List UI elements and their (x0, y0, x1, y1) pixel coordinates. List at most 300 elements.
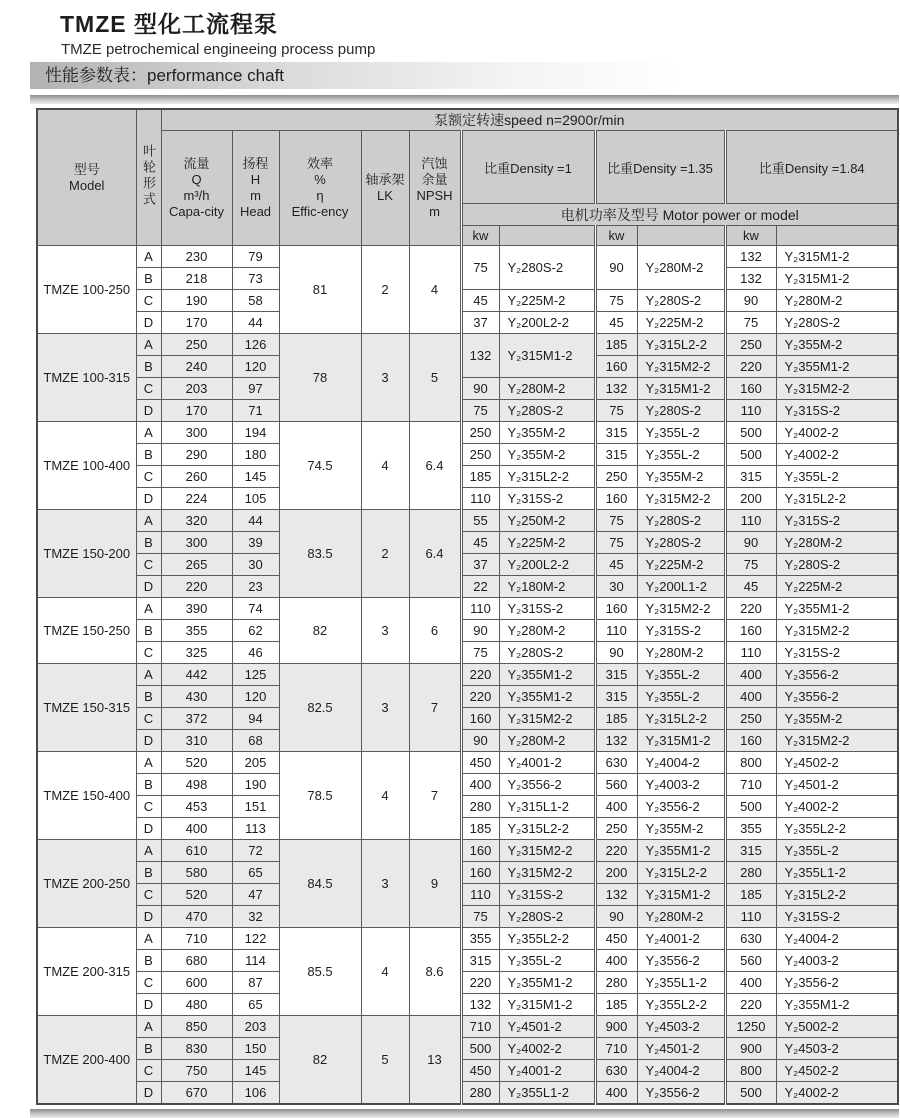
head-cell: 113 (232, 818, 279, 840)
table-row (37, 774, 898, 796)
motor-kw-cell: 500 (725, 444, 776, 466)
capacity-cell: 310 (161, 730, 232, 752)
page-title: TMZE 型化工流程泵 (60, 11, 278, 37)
impeller-letter-cell: B (136, 532, 161, 554)
motor-model-cell: Y₂315L2-2 (499, 466, 595, 488)
bearing-cell: 3 (361, 598, 409, 664)
impeller-letter-cell: C (136, 1060, 161, 1082)
model-cell: TMZE 200-250 (37, 840, 136, 928)
capacity-cell: 670 (161, 1082, 232, 1105)
head-cell: 120 (232, 686, 279, 708)
head-cell: 47 (232, 884, 279, 906)
model-cell: TMZE 100-400 (37, 422, 136, 510)
impeller-letter-cell: D (136, 1082, 161, 1105)
head-cell: 126 (232, 334, 279, 356)
motor-kw-cell: 315 (595, 422, 637, 444)
catalog-page (0, 6, 900, 1118)
motor-kw-cell: 630 (595, 752, 637, 774)
motor-kw-cell: 185 (595, 334, 637, 356)
performance-table (36, 108, 899, 1105)
impeller-letter-cell: B (136, 774, 161, 796)
capacity-cell: 470 (161, 906, 232, 928)
capacity-cell: 480 (161, 994, 232, 1016)
bearing-cell: 4 (361, 928, 409, 1016)
motor-model-cell: Y₂4004-2 (776, 928, 898, 950)
motor-model-cell: Y₂315S-2 (776, 400, 898, 422)
motor-kw-cell: 400 (725, 664, 776, 686)
capacity-cell: 240 (161, 356, 232, 378)
motor-model-cell: Y₂315M1-2 (637, 378, 725, 400)
motor-model-cell: Y₂355L-2 (637, 686, 725, 708)
capacity-cell: 830 (161, 1038, 232, 1060)
motor-model-cell: Y₂280M-2 (776, 290, 898, 312)
motor-model-cell: Y₂225M-2 (499, 290, 595, 312)
table-row (37, 312, 898, 334)
table-body (37, 246, 898, 1105)
motor-model-cell: Y₂225M-2 (637, 554, 725, 576)
motor-kw-cell: 560 (595, 774, 637, 796)
motor-kw-cell: 37 (461, 312, 499, 334)
table-row (37, 598, 898, 620)
motor-model-cell: Y₂315L2-2 (637, 708, 725, 730)
motor-model-cell: Y₂315M2-2 (776, 620, 898, 642)
motor-model-header-2 (637, 226, 725, 246)
table-row (37, 400, 898, 422)
motor-model-header-1 (499, 226, 595, 246)
head-cell: 44 (232, 312, 279, 334)
motor-kw-cell: 630 (725, 928, 776, 950)
motor-kw-cell: 110 (461, 884, 499, 906)
motor-kw-cell: 132 (595, 378, 637, 400)
motor-model-cell: Y₂355L1-2 (499, 1082, 595, 1105)
motor-model-cell: Y₂355M1-2 (499, 664, 595, 686)
head-cell: 72 (232, 840, 279, 862)
capacity-cell: 290 (161, 444, 232, 466)
motor-kw-cell: 132 (461, 994, 499, 1016)
table-row (37, 994, 898, 1016)
model-cell: TMZE 200-315 (37, 928, 136, 1016)
motor-kw-cell: 75 (725, 312, 776, 334)
capacity-cell: 203 (161, 378, 232, 400)
motor-model-cell: Y₂315S-2 (499, 488, 595, 510)
table-row (37, 1016, 898, 1038)
motor-kw-cell: 90 (461, 730, 499, 752)
motor-model-cell: Y₂355L-2 (637, 664, 725, 686)
head-cell: 106 (232, 1082, 279, 1105)
table-row (37, 950, 898, 972)
motor-kw-cell: 315 (595, 444, 637, 466)
model-cell: TMZE 150-315 (37, 664, 136, 752)
motor-kw-cell: 220 (461, 972, 499, 994)
capacity-cell: 300 (161, 422, 232, 444)
impeller-letter-cell: C (136, 378, 161, 400)
motor-model-cell: Y₂3556-2 (637, 796, 725, 818)
impeller-letter-cell: D (136, 906, 161, 928)
motor-kw-cell: 55 (461, 510, 499, 532)
impeller-letter-cell: D (136, 488, 161, 510)
table-row (37, 796, 898, 818)
motor-kw-cell: 75 (461, 400, 499, 422)
motor-model-cell: Y₂3556-2 (499, 774, 595, 796)
motor-model-cell: Y₂315M1-2 (776, 268, 898, 290)
motor-kw-cell: 75 (595, 532, 637, 554)
head-cell: 145 (232, 466, 279, 488)
capacity-cell: 610 (161, 840, 232, 862)
table-row (37, 1082, 898, 1105)
motor-model-cell: Y₂4002-2 (776, 444, 898, 466)
capacity-cell: 325 (161, 642, 232, 664)
motor-kw-cell: 185 (595, 708, 637, 730)
col-header-efficiency: 效率 % η Effic-ency (279, 131, 361, 246)
motor-kw-cell: 132 (595, 884, 637, 906)
motor-model-cell: Y₂355L1-2 (776, 862, 898, 884)
motor-model-cell: Y₂4001-2 (499, 752, 595, 774)
capacity-cell: 390 (161, 598, 232, 620)
motor-kw-cell: 90 (595, 246, 637, 290)
head-cell: 39 (232, 532, 279, 554)
motor-kw-cell: 110 (725, 642, 776, 664)
motor-model-cell: Y₂3556-2 (776, 972, 898, 994)
density-1-header: 比重Density =1 (461, 131, 595, 204)
motor-kw-cell: 560 (725, 950, 776, 972)
motor-kw-cell: 900 (595, 1016, 637, 1038)
capacity-cell: 265 (161, 554, 232, 576)
impeller-letter-cell: D (136, 312, 161, 334)
head-cell: 145 (232, 1060, 279, 1082)
model-cell: TMZE 200-400 (37, 1016, 136, 1105)
capacity-cell: 190 (161, 290, 232, 312)
impeller-letter-cell: B (136, 444, 161, 466)
impeller-letter-cell: C (136, 642, 161, 664)
motor-model-cell: Y₂315M1-2 (637, 884, 725, 906)
capacity-cell: 680 (161, 950, 232, 972)
motor-kw-cell: 315 (461, 950, 499, 972)
efficiency-cell: 83.5 (279, 510, 361, 598)
col-header-model: 型号 Model (37, 109, 136, 246)
motor-model-cell: Y₂280M-2 (499, 378, 595, 400)
motor-model-cell: Y₂315L2-2 (637, 334, 725, 356)
motor-model-cell: Y₂355M-2 (776, 334, 898, 356)
npsh-cell: 9 (409, 840, 461, 928)
motor-model-cell: Y₂355L-2 (637, 444, 725, 466)
motor-model-cell: Y₂315L2-2 (776, 488, 898, 510)
motor-model-cell: Y₂225M-2 (499, 532, 595, 554)
capacity-cell: 580 (161, 862, 232, 884)
table-row (37, 862, 898, 884)
motor-kw-cell: 220 (725, 994, 776, 1016)
efficiency-cell: 82 (279, 1016, 361, 1105)
capacity-cell: 400 (161, 818, 232, 840)
motor-model-cell: Y₂4002-2 (776, 796, 898, 818)
impeller-letter-cell: A (136, 422, 161, 444)
motor-model-cell: Y₂280S-2 (499, 906, 595, 928)
motor-kw-cell: 315 (595, 664, 637, 686)
impeller-letter-cell: C (136, 796, 161, 818)
motor-model-cell: Y₂4501-2 (499, 1016, 595, 1038)
motor-kw-cell: 132 (461, 334, 499, 378)
motor-kw-cell: 315 (595, 686, 637, 708)
table-row (37, 466, 898, 488)
head-cell: 114 (232, 950, 279, 972)
motor-model-cell: Y₂355L-2 (637, 422, 725, 444)
motor-model-cell: Y₂280S-2 (499, 642, 595, 664)
capacity-cell: 430 (161, 686, 232, 708)
motor-kw-cell: 220 (461, 686, 499, 708)
bearing-cell: 2 (361, 246, 409, 334)
table-row (37, 620, 898, 642)
table-row (37, 664, 898, 686)
efficiency-cell: 78.5 (279, 752, 361, 840)
motor-kw-cell: 45 (461, 532, 499, 554)
speed-header: 泵额定转速speed n=2900r/min (161, 109, 898, 131)
head-cell: 151 (232, 796, 279, 818)
motor-model-cell: Y₂315M1-2 (637, 730, 725, 752)
bearing-cell: 3 (361, 664, 409, 752)
motor-kw-cell: 710 (461, 1016, 499, 1038)
capacity-cell: 498 (161, 774, 232, 796)
motor-model-cell: Y₂315M2-2 (637, 598, 725, 620)
motor-model-cell: Y₂4004-2 (637, 752, 725, 774)
head-cell: 44 (232, 510, 279, 532)
motor-kw-cell: 160 (725, 730, 776, 752)
motor-kw-cell: 500 (725, 1082, 776, 1105)
motor-kw-cell: 75 (725, 554, 776, 576)
capacity-cell: 230 (161, 246, 232, 268)
impeller-letter-cell: D (136, 994, 161, 1016)
efficiency-cell: 82 (279, 598, 361, 664)
motor-kw-cell: 400 (595, 1082, 637, 1105)
motor-model-cell: Y₂200L1-2 (637, 576, 725, 598)
motor-kw-cell: 160 (725, 620, 776, 642)
motor-model-cell: Y₂280S-2 (637, 290, 725, 312)
table-row (37, 840, 898, 862)
head-cell: 94 (232, 708, 279, 730)
table-row (37, 708, 898, 730)
motor-kw-cell: 160 (595, 488, 637, 510)
table-row (37, 884, 898, 906)
impeller-letter-cell: A (136, 664, 161, 686)
head-cell: 194 (232, 422, 279, 444)
table-row (37, 422, 898, 444)
head-cell: 120 (232, 356, 279, 378)
npsh-cell: 6.4 (409, 510, 461, 598)
head-cell: 32 (232, 906, 279, 928)
motor-kw-cell: 185 (461, 466, 499, 488)
motor-kw-cell: 90 (461, 378, 499, 400)
motor-kw-cell: 110 (461, 598, 499, 620)
head-cell: 97 (232, 378, 279, 400)
motor-kw-cell: 160 (725, 378, 776, 400)
table-row (37, 906, 898, 928)
capacity-cell: 372 (161, 708, 232, 730)
divider-strip-top (30, 95, 899, 104)
table-row (37, 576, 898, 598)
model-cell: TMZE 150-200 (37, 510, 136, 598)
motor-kw-cell: 90 (725, 290, 776, 312)
model-cell: TMZE 100-315 (37, 334, 136, 422)
section-banner: 性能参数表：performance chaft (30, 62, 898, 89)
head-cell: 205 (232, 752, 279, 774)
npsh-cell: 5 (409, 334, 461, 422)
motor-kw-cell: 220 (461, 664, 499, 686)
motor-kw-cell: 75 (595, 290, 637, 312)
bearing-cell: 4 (361, 752, 409, 840)
motor-model-cell: Y₂4001-2 (637, 928, 725, 950)
impeller-letter-cell: C (136, 972, 161, 994)
motor-model-cell: Y₂280S-2 (776, 554, 898, 576)
motor-model-cell: Y₂315M2-2 (499, 708, 595, 730)
motor-model-cell: Y₂3556-2 (776, 686, 898, 708)
motor-model-cell: Y₂3556-2 (637, 950, 725, 972)
efficiency-cell: 74.5 (279, 422, 361, 510)
head-cell: 150 (232, 1038, 279, 1060)
efficiency-cell: 84.5 (279, 840, 361, 928)
motor-kw-cell: 400 (725, 686, 776, 708)
motor-kw-cell: 250 (595, 466, 637, 488)
head-cell: 62 (232, 620, 279, 642)
impeller-letter-cell: A (136, 928, 161, 950)
impeller-letter-cell: C (136, 554, 161, 576)
motor-model-cell: Y₂4004-2 (637, 1060, 725, 1082)
motor-model-cell: Y₂180M-2 (499, 576, 595, 598)
motor-kw-cell: 75 (595, 510, 637, 532)
npsh-cell: 13 (409, 1016, 461, 1105)
motor-model-cell: Y₂315L2-2 (637, 862, 725, 884)
motor-model-cell: Y₂280M-2 (637, 906, 725, 928)
bearing-cell: 3 (361, 334, 409, 422)
motor-model-cell: Y₂4003-2 (776, 950, 898, 972)
motor-model-cell: Y₂200L2-2 (499, 554, 595, 576)
motor-kw-cell: 160 (595, 598, 637, 620)
motor-kw-cell: 160 (461, 708, 499, 730)
motor-kw-cell: 400 (595, 796, 637, 818)
head-cell: 190 (232, 774, 279, 796)
table-row (37, 752, 898, 774)
motor-kw-cell: 500 (725, 422, 776, 444)
table-row (37, 730, 898, 752)
table-row (37, 334, 898, 356)
kw-header-1: kw (461, 226, 499, 246)
head-cell: 30 (232, 554, 279, 576)
motor-kw-cell: 280 (725, 862, 776, 884)
motor-model-cell: Y₂280S-2 (637, 510, 725, 532)
col-header-head: 扬程 H m Head (232, 131, 279, 246)
head-cell: 65 (232, 994, 279, 1016)
head-cell: 65 (232, 862, 279, 884)
motor-kw-cell: 90 (461, 620, 499, 642)
head-cell: 73 (232, 268, 279, 290)
efficiency-cell: 85.5 (279, 928, 361, 1016)
motor-kw-cell: 160 (595, 356, 637, 378)
impeller-letter-cell: A (136, 840, 161, 862)
capacity-cell: 520 (161, 884, 232, 906)
motor-model-cell: Y₂315M1-2 (776, 246, 898, 268)
motor-model-cell: Y₂355M1-2 (776, 356, 898, 378)
capacity-cell: 520 (161, 752, 232, 774)
capacity-cell: 355 (161, 620, 232, 642)
table-row (37, 686, 898, 708)
capacity-cell: 170 (161, 312, 232, 334)
motor-kw-cell: 710 (725, 774, 776, 796)
motor-model-cell: Y₂315M2-2 (637, 356, 725, 378)
head-cell: 87 (232, 972, 279, 994)
motor-model-cell: Y₂3556-2 (776, 664, 898, 686)
npsh-cell: 7 (409, 664, 461, 752)
motor-kw-cell: 110 (725, 906, 776, 928)
motor-model-cell: Y₂315S-2 (776, 906, 898, 928)
motor-model-cell: Y₂315L2-2 (776, 884, 898, 906)
motor-kw-cell: 185 (725, 884, 776, 906)
motor-kw-cell: 110 (461, 488, 499, 510)
impeller-letter-cell: D (136, 400, 161, 422)
capacity-cell: 750 (161, 1060, 232, 1082)
col-header-capacity: 流量 Q m³/h Capa-city (161, 131, 232, 246)
impeller-letter-cell: A (136, 510, 161, 532)
table-row (37, 532, 898, 554)
motor-power-header: 电机功率及型号 Motor power or model (461, 204, 898, 226)
table-header (37, 109, 898, 246)
motor-kw-cell: 900 (725, 1038, 776, 1060)
motor-kw-cell: 400 (725, 972, 776, 994)
motor-model-cell: Y₂355L1-2 (637, 972, 725, 994)
motor-model-cell: Y₂225M-2 (637, 312, 725, 334)
capacity-cell: 250 (161, 334, 232, 356)
motor-model-cell: Y₂315M1-2 (499, 994, 595, 1016)
motor-kw-cell: 110 (595, 620, 637, 642)
motor-model-cell: Y₂355M1-2 (637, 840, 725, 862)
capacity-cell: 224 (161, 488, 232, 510)
motor-model-cell: Y₂280S-2 (776, 312, 898, 334)
motor-model-cell: Y₂355M1-2 (776, 598, 898, 620)
motor-kw-cell: 250 (461, 444, 499, 466)
motor-kw-cell: 160 (461, 840, 499, 862)
motor-model-cell: Y₂315M2-2 (776, 378, 898, 400)
motor-model-cell: Y₂355M1-2 (499, 686, 595, 708)
motor-model-cell: Y₂280S-2 (499, 246, 595, 290)
capacity-cell: 170 (161, 400, 232, 422)
motor-model-cell: Y₂315M2-2 (499, 840, 595, 862)
motor-model-cell: Y₂355M-2 (637, 818, 725, 840)
impeller-letter-cell: C (136, 290, 161, 312)
motor-model-cell: Y₂4501-2 (637, 1038, 725, 1060)
motor-model-cell: Y₂225M-2 (776, 576, 898, 598)
motor-model-cell: Y₂4502-2 (776, 1060, 898, 1082)
motor-model-cell: Y₂280M-2 (499, 620, 595, 642)
motor-kw-cell: 280 (461, 796, 499, 818)
density-1-84-header: 比重Density =1.84 (725, 131, 898, 204)
motor-model-cell: Y₂355M-2 (499, 444, 595, 466)
motor-kw-cell: 250 (725, 334, 776, 356)
motor-kw-cell: 75 (461, 642, 499, 664)
motor-kw-cell: 110 (725, 400, 776, 422)
impeller-letter-cell: A (136, 1016, 161, 1038)
impeller-letter-cell: D (136, 730, 161, 752)
motor-kw-cell: 1250 (725, 1016, 776, 1038)
kw-header-2: kw (595, 226, 637, 246)
motor-model-cell: Y₂355L-2 (776, 840, 898, 862)
motor-kw-cell: 355 (461, 928, 499, 950)
capacity-cell: 442 (161, 664, 232, 686)
table-row (37, 510, 898, 532)
motor-model-cell: Y₂3556-2 (637, 1082, 725, 1105)
motor-kw-cell: 90 (725, 532, 776, 554)
npsh-cell: 7 (409, 752, 461, 840)
motor-kw-cell: 75 (461, 246, 499, 290)
motor-kw-cell: 185 (461, 818, 499, 840)
col-header-impeller-type: 叶轮形式 (136, 109, 161, 246)
impeller-letter-cell: B (136, 862, 161, 884)
bearing-cell: 4 (361, 422, 409, 510)
